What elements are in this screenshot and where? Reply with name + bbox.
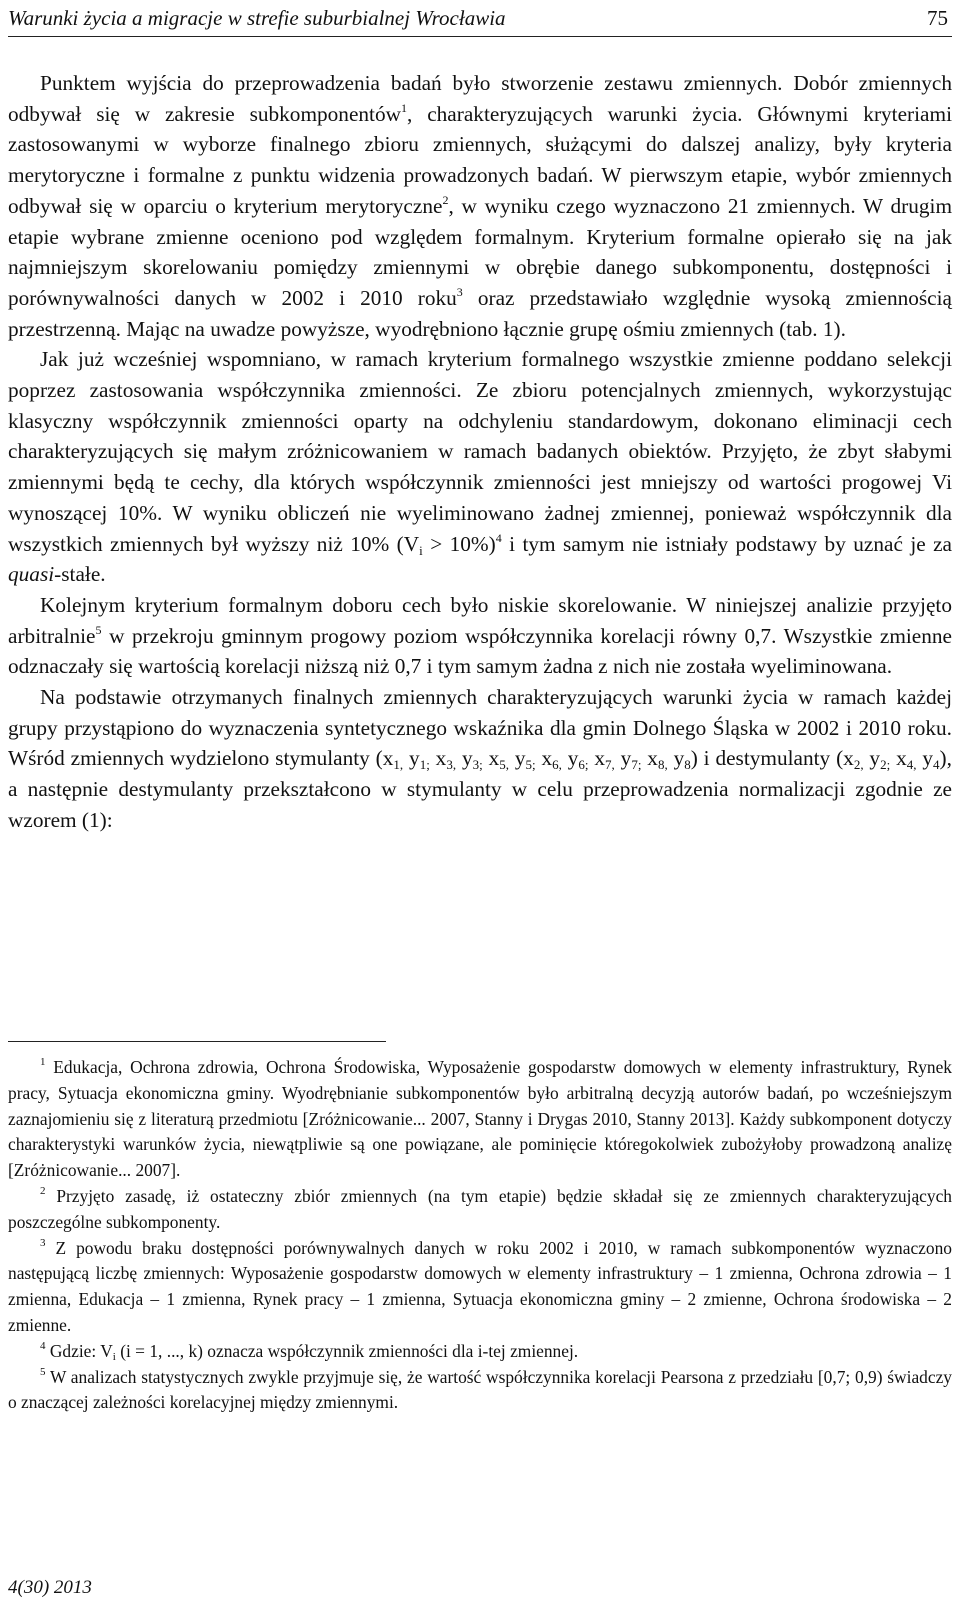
paragraph-1-text-c: , w wyniku czego wyznaczono 21 zmiennych. W drugim etapie wybrane zmienne oceniono pod względem formalnym. Kryterium formalne opierało się na jak najmniejszym skorelowaniu pomiędzy zmiennymi w obrębie danego subkomponentu, dostępności i porównywalności danych w 2002 i 2010 roku: [8, 193, 953, 310]
subscript-i: i: [112, 1350, 116, 1363]
footnote-1: [8, 1055, 952, 1184]
var-index: 7,: [605, 757, 615, 773]
footnote-ref-1: 1: [401, 100, 408, 115]
paragraph-1: [8, 68, 952, 344]
destimulant-list: [843, 746, 940, 773]
footnote-ref-2: 2: [442, 192, 449, 207]
var-y: y: [561, 746, 579, 771]
paragraph-1-text-d: oraz przedstawiało względnie wysoką zmiennością przestrzenną. Mając na uwadze powyższe, wyodrębniono łącznie grupę ośmiu zmiennych (tab. 1).: [8, 285, 952, 341]
footnote-text: Przyjęto zasadę, iż ostateczny zbiór zmiennych (na tym etapie) będzie składał się ze zmiennych charakteryzujących poszczególne subkomponenty.: [8, 1185, 952, 1232]
footnote-number: 5: [40, 1365, 46, 1378]
var-index: 5;: [525, 757, 536, 773]
quasi-italic: quasi: [8, 562, 55, 587]
paragraph-3-text-b: w przekroju gminnym progowy poziom współczynnika korelacji równy 0,7. Wszystkie zmienne odznaczały się wartością korelacji niższą niż 0,7 i tym samym żadna z nich nie została wyeliminowana.: [8, 623, 952, 679]
var-x: x: [482, 746, 500, 771]
var-y: y: [403, 746, 420, 771]
var-x: x: [843, 746, 854, 771]
var-index: 1,: [393, 757, 404, 773]
paragraph-3-text-a: Kolejnym kryterium formalnym doboru cech było niskie skorelowanie. W niniejszej analizie przyjęto arbitralnie: [8, 592, 952, 648]
paragraph-4-text-c: ), a następnie destymulanty przekształcono w stymulanty w celu przeprowadzenia normalizacji zgodnie ze wzorem (1):: [8, 746, 952, 832]
paragraph-1-text-a: Punktem wyjścia do przeprowadzenia badań było stworzenie zestawu zmiennych. Dobór zmiennych odbywał się w zakresie subkomponentów: [8, 71, 952, 126]
var-x: x: [890, 746, 907, 771]
paragraph-4: [8, 682, 952, 836]
var-y: y: [916, 746, 933, 771]
main-text: [8, 68, 952, 836]
footnote-separator: [8, 1041, 386, 1042]
destimulant-pair: [843, 746, 891, 773]
var-x: x: [382, 746, 394, 771]
footnote-3: [8, 1236, 952, 1339]
footnote-ref-4: 4: [495, 530, 502, 545]
var-y: y: [667, 746, 685, 771]
var-y: y: [456, 746, 473, 771]
running-header: [8, 6, 952, 37]
footnote-text: Gdzie: V: [45, 1340, 113, 1361]
issue-footer: 4(30) 2013: [8, 1577, 92, 1598]
var-index: 1;: [419, 757, 430, 773]
footnote-text: (i = 1, ..., k) oznacza współczynnik zmienności dla i-tej zmiennej.: [115, 1340, 579, 1361]
footnote-2: [8, 1184, 952, 1236]
paragraph-4-text-a: Na podstawie otrzymanych finalnych zmiennych charakteryzujących warunki życia w ramach każdej grupy przystąpiono do wyznaczenia syntetycznego wskaźnika dla gmin Dolnego Śląska w 2002 i 2010 roku. Wśród zmiennych wydzielono stymulanty (: [8, 685, 952, 771]
stimulant-pair: [641, 746, 691, 773]
paragraph-4-text-b: ) i destymulanty (: [690, 746, 844, 771]
footnote-ref-3: 3: [456, 284, 463, 299]
var-index: 8,: [657, 757, 668, 773]
stimulant-pair: [482, 746, 536, 773]
subscript-i: i: [419, 542, 423, 558]
var-index: 3;: [472, 757, 483, 773]
var-x: x: [429, 746, 447, 771]
var-index: 4,: [906, 757, 917, 773]
var-index: 6;: [578, 757, 589, 773]
var-y: y: [614, 746, 632, 771]
stimulant-pair: [588, 746, 642, 773]
footnote-text: Z powodu braku dostępności porównywalnych danych w roku 2002 i 2010, w ramach subkomponentów wyznaczono następującą liczbę zmiennych: Wyposażenie gospodarstw domowych w elementy infrastruktury – 1 zmienna, Ochrona zdrowia – 1 zmienna, Edukacja – 1 zmienna, Rynek pracy – 1 zmienna, Sytuacja ekonomiczna gminy – 2 zmienne, Ochrona środowiska – 2 zmienne.: [8, 1237, 952, 1335]
footnote-text: Edukacja, Ochrona zdrowia, Ochrona Środowiska, Wyposażenie gospodarstw domowych w elementy infrastruktury, Rynek pracy, Sytuacja ekonomiczna gminy. Wyodrębnianie subkomponentów było arbitralną decyzją autorów badań, po wcześniejszym zaznajomieniu się z literaturą przedmiotu [Zróżnicowanie... 2007, Stanny i Drygas 2010, Stanny 2013]. Każdy subkomponent dotyczy charakterystyki warunków życia, niewątpliwie są one powiązane, ale pominięcie któregokolwiek zubożyłoby prowadzoną analizę [Zróżnicowanie... 2007].: [8, 1057, 952, 1181]
footnote-number: 1: [40, 1056, 46, 1068]
stimulant-pair: [429, 746, 483, 773]
stimulant-list: [382, 746, 691, 773]
var-index: 3,: [446, 757, 457, 773]
paragraph-2-text-c: i tym samym nie istniały podstawy by uznać je za: [501, 531, 952, 556]
footnote-ref-5: 5: [95, 622, 102, 637]
stimulant-pair: [535, 746, 589, 773]
paragraph-3: [8, 590, 952, 682]
paragraph-2-text-d: -stałe.: [54, 562, 106, 587]
var-index: 2,: [853, 757, 864, 773]
var-index: 8: [684, 757, 691, 773]
page-number: 75: [927, 6, 948, 30]
footnote-number: 2: [40, 1184, 46, 1197]
var-x: x: [588, 746, 606, 771]
footnote-4: [8, 1339, 952, 1365]
var-y: y: [863, 746, 881, 771]
var-index: 5,: [499, 757, 509, 773]
var-index: 4: [932, 757, 940, 773]
var-x: x: [535, 746, 553, 771]
paragraph-2-text-a: Jak już wcześniej wspomniano, w ramach kryterium formalnego wszystkie zmienne poddano selekcji poprzez zastosowania współczynnika zmienności. Ze zbioru potencjalnych zmiennych, wykorzystując klasyczny współczynnik zmienności oparty na odchyleniu standardowym, dokonano eliminacji cech charakteryzujących się małym zróżnicowaniem w ramach badanych obiektów. Przyjęto, że zbyt słabymi zmiennymi będą te cechy, dla których współczynnik zmienności jest mniejszy od wartości progowej Vi wynoszącej 10%. W wyniku obliczeń nie wyeliminowano żadnej zmiennej, ponieważ współczynnik dla wszystkich zmiennych był wyższy niż 10% (V: [8, 347, 952, 556]
paragraph-1-text-b: , charakteryzujących warunki życia. Głównymi kryteriami zastosowanymi w wyborze finalnego zbioru zmiennych, służącymi do dalszej analizy, były kryteria merytoryczne i formalne z punktu widzenia prowadzonych badań. W pierwszym etapie, wybór zmiennych odbywał się w oparciu o kryterium merytoryczne: [8, 101, 952, 218]
var-x: x: [641, 746, 658, 771]
running-header-title: Warunki życia a migracje w strefie suburbialnej Wrocławia: [8, 6, 506, 30]
paragraph-2-text-b: > 10%): [422, 531, 496, 556]
stimulant-pair: [382, 746, 430, 773]
var-y: y: [508, 746, 526, 771]
destimulant-pair: [890, 746, 940, 773]
footnote-number: 4: [40, 1339, 46, 1352]
var-index: 6,: [552, 757, 562, 773]
footnote-number: 3: [40, 1236, 46, 1249]
paragraph-2: [8, 344, 952, 590]
footnote-5: [8, 1365, 952, 1417]
var-index: 7;: [631, 757, 642, 773]
footnotes: [8, 1055, 952, 1416]
footnote-text: W analizach statystycznych zwykle przyjmuje się, że wartość współczynnika korelacji Pearsona z przedziału [0,7; 0,9) świadczy o znaczącej zależności korelacyjnej między zmiennymi.: [8, 1366, 952, 1413]
var-index: 2;: [880, 757, 891, 773]
